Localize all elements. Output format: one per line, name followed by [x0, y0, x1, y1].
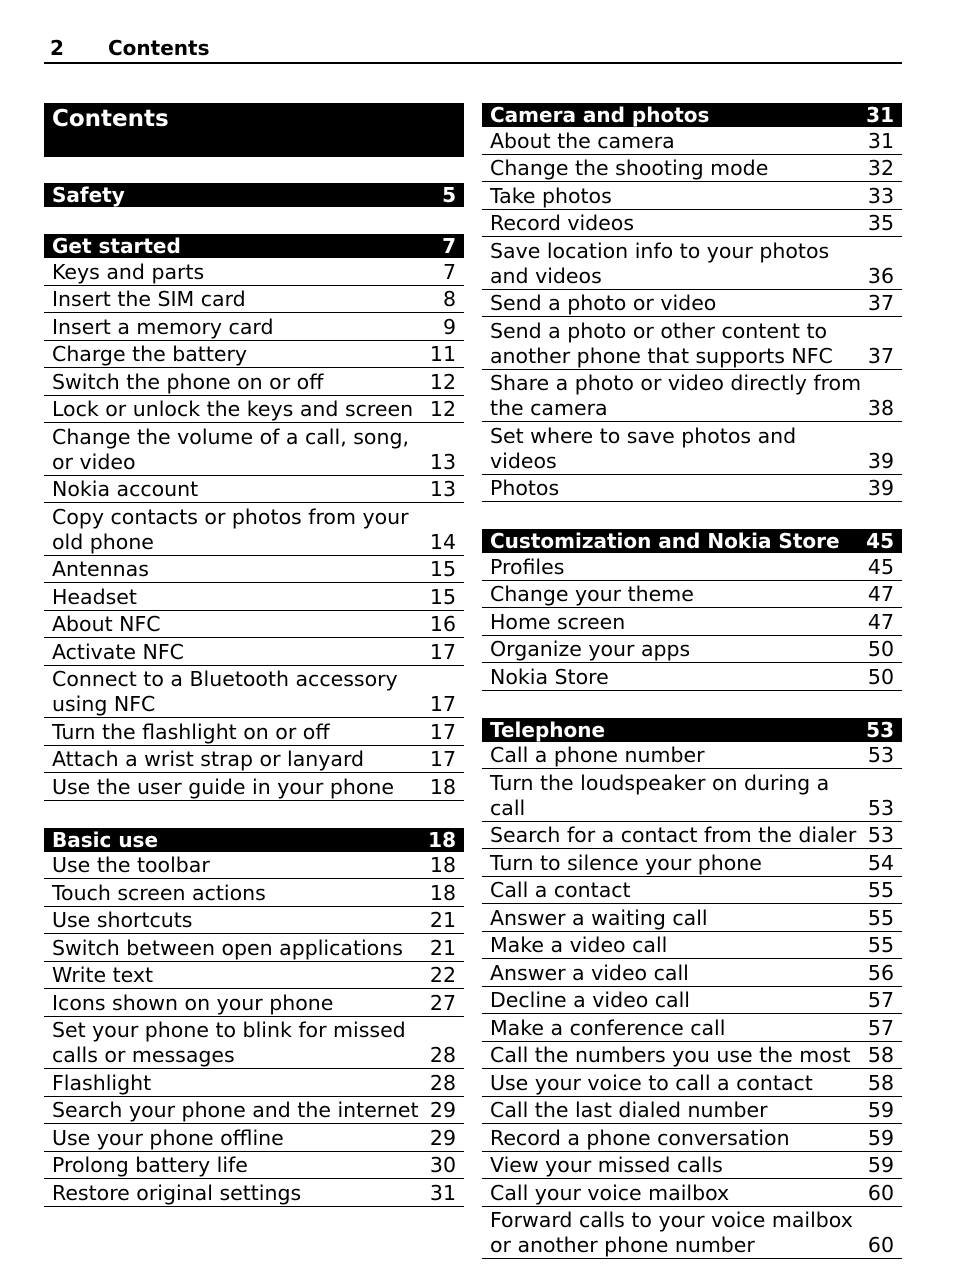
- toc-entry-page: 15: [429, 557, 456, 581]
- header-title: Contents: [108, 36, 210, 60]
- section-heading-page: 31: [866, 103, 894, 127]
- section-heading-page: 5: [442, 183, 456, 207]
- toc-entry[interactable]: [44, 477, 464, 503]
- toc-entry-title: Lock or unlock the keys and screen: [52, 397, 414, 421]
- toc-entry-title: Decline a video call: [490, 988, 690, 1012]
- section-basic-use: [44, 828, 464, 1207]
- toc-entry[interactable]: [44, 853, 464, 879]
- section-heading[interactable]: [44, 234, 464, 258]
- toc-entry[interactable]: [44, 1181, 464, 1207]
- toc-entry-page: 39: [867, 448, 894, 473]
- toc-entry-page: 60: [867, 1180, 894, 1205]
- toc-entry[interactable]: [482, 1181, 902, 1207]
- right-sections: [482, 103, 902, 1259]
- section-customization-and-nokia-store: [482, 529, 902, 691]
- toc-entry-page: 60: [867, 1233, 894, 1257]
- toc-entry[interactable]: [482, 988, 902, 1014]
- toc-entry-page: 37: [867, 343, 894, 368]
- section-heading[interactable]: [482, 718, 902, 742]
- toc-entry[interactable]: [482, 743, 902, 769]
- section-camera-and-photos: [482, 103, 902, 502]
- toc-entry-page: 15: [429, 584, 456, 609]
- left-column: [44, 103, 464, 1234]
- toc-entry-page: 17: [429, 639, 456, 664]
- toc-entry-title: Search your phone and the internet: [52, 1098, 419, 1122]
- toc-entry-page: 7: [442, 259, 456, 284]
- toc-entry-title: About NFC: [52, 612, 161, 636]
- toc-entry-title: Use the user guide in your phone: [52, 774, 395, 799]
- toc-entry-title: Turn the flashlight on or off: [52, 719, 330, 744]
- toc-entry-title: Take photos: [490, 183, 612, 208]
- toc-entry-title: Use shortcuts: [52, 908, 193, 932]
- toc-entry-page: 38: [867, 396, 894, 420]
- section-heading[interactable]: [44, 183, 464, 207]
- toc-entry-title: Charge the battery: [52, 342, 248, 366]
- toc-entry-title: About the camera: [490, 128, 675, 153]
- toc-entry-page: 33: [867, 183, 894, 208]
- toc-entry-title: Send a photo or other content to another phone that supports NFC: [490, 318, 833, 368]
- toc-entry-page: 59: [867, 1098, 894, 1122]
- toc-entry[interactable]: [482, 823, 902, 849]
- toc-entry-page: 57: [867, 1015, 894, 1040]
- toc-entry[interactable]: [44, 908, 464, 934]
- toc-entry-title: View your missed calls: [490, 1153, 723, 1177]
- section-heading[interactable]: [44, 828, 464, 852]
- toc-entry-title: Connect to a Bluetooth accessory using NFC: [52, 667, 398, 716]
- toc-entry[interactable]: [482, 665, 902, 691]
- right-column: [482, 103, 902, 1286]
- toc-entry[interactable]: [482, 933, 902, 959]
- toc-entry-title: Profiles: [490, 554, 565, 579]
- toc-entry-page: 58: [867, 1070, 894, 1095]
- toc-entry-page: 53: [867, 795, 894, 820]
- toc-entry[interactable]: [482, 878, 902, 904]
- toc-entry[interactable]: [44, 370, 464, 396]
- toc-entry-page: 8: [442, 287, 456, 311]
- toc-entry-page: 28: [429, 1070, 456, 1095]
- toc-entry[interactable]: [44, 612, 464, 638]
- toc-entry-title: Use the toolbar: [52, 853, 210, 877]
- toc-entry[interactable]: [482, 291, 902, 317]
- toc-entry[interactable]: [482, 1098, 902, 1124]
- section-heading-page: 53: [866, 717, 894, 742]
- toc-entry[interactable]: [482, 1208, 902, 1259]
- toc-entry-title: Switch between open applications: [52, 935, 403, 960]
- toc-entry-page: 39: [867, 476, 894, 500]
- section-heading-title: Basic use: [52, 827, 159, 852]
- toc-entry[interactable]: [482, 961, 902, 987]
- toc-entry-page: 14: [429, 529, 456, 554]
- toc-entry-title: Share a photo or video directly from the camera: [490, 371, 862, 420]
- toc-entry-page: 17: [429, 747, 456, 771]
- toc-entry-page: 58: [867, 1043, 894, 1067]
- section-heading-page: 7: [442, 234, 456, 258]
- toc-entry[interactable]: [482, 771, 902, 822]
- section-heading-title: Get started: [52, 234, 181, 258]
- toc-entry-page: 55: [867, 878, 894, 902]
- toc-entry-page: 54: [867, 850, 894, 875]
- toc-entry-page: 27: [429, 990, 456, 1015]
- toc-entry[interactable]: [44, 1071, 464, 1097]
- toc-entry[interactable]: [482, 371, 902, 422]
- toc-entry-page: 9: [442, 314, 456, 339]
- toc-entry[interactable]: [482, 555, 902, 581]
- toc-entry[interactable]: [44, 1153, 464, 1179]
- toc-entry[interactable]: [44, 287, 464, 313]
- toc-entry[interactable]: [44, 1098, 464, 1124]
- toc-entry-page: 29: [429, 1125, 456, 1150]
- toc-entry-page: 31: [867, 128, 894, 153]
- toc-entry-page: 57: [867, 988, 894, 1012]
- toc-entry[interactable]: [482, 424, 902, 475]
- page-number: 2: [50, 36, 64, 60]
- toc-entry-page: 32: [867, 156, 894, 180]
- toc-entry[interactable]: [44, 425, 464, 476]
- toc-entry[interactable]: [44, 397, 464, 423]
- toc-entry-page: 59: [867, 1125, 894, 1150]
- toc-entry-title: Home screen: [490, 609, 626, 634]
- toc-entry-title: Make a conference call: [490, 1015, 726, 1040]
- section-heading-page: 18: [428, 827, 456, 852]
- section-get-started: [44, 234, 464, 801]
- toc-entry-title: Make a video call: [490, 933, 668, 957]
- toc-entry-title: Set your phone to blink for missed calls or messages: [52, 1018, 406, 1067]
- toc-entry-title: Copy contacts or photos from your old phone: [52, 504, 409, 554]
- toc-entry-title: Call your voice mailbox: [490, 1180, 730, 1205]
- toc-entry[interactable]: [482, 211, 902, 237]
- toc-entry[interactable]: [44, 1018, 464, 1069]
- toc-entry[interactable]: [44, 936, 464, 962]
- toc-entry-page: 30: [429, 1153, 456, 1177]
- toc-entry-page: 28: [429, 1043, 456, 1067]
- toc-entry-title: Call the last dialed number: [490, 1098, 768, 1122]
- toc-entry-page: 50: [867, 664, 894, 689]
- section-heading[interactable]: [482, 103, 902, 127]
- toc-entry[interactable]: [482, 851, 902, 877]
- toc-entry[interactable]: [482, 129, 902, 155]
- toc-entry-title: Turn the loudspeaker on during a call: [490, 770, 830, 820]
- section-heading[interactable]: [482, 529, 902, 553]
- toc-entry-title: Call a contact: [490, 878, 631, 902]
- toc-entry-page: 13: [429, 477, 456, 501]
- contents-title: Contents: [44, 103, 464, 157]
- toc-entry[interactable]: [44, 720, 464, 746]
- toc-entry-title: Activate NFC: [52, 639, 184, 664]
- toc-entry-title: Change the shooting mode: [490, 156, 769, 180]
- toc-entry[interactable]: [482, 906, 902, 932]
- toc-entry[interactable]: [44, 505, 464, 556]
- toc-entry[interactable]: [44, 747, 464, 773]
- toc-entry-page: 12: [429, 397, 456, 421]
- toc-entry-page: 21: [429, 908, 456, 932]
- toc-entry[interactable]: [482, 239, 902, 290]
- toc-entry-page: 22: [429, 963, 456, 987]
- toc-entry-title: Antennas: [52, 557, 149, 581]
- toc-entry[interactable]: [44, 1126, 464, 1152]
- toc-entry-title: Icons shown on your phone: [52, 990, 334, 1015]
- toc-entry-title: Set where to save photos and videos: [490, 423, 797, 473]
- toc-entry-page: 55: [867, 933, 894, 957]
- toc-entry-page: 18: [429, 774, 456, 799]
- toc-entry-page: 59: [867, 1153, 894, 1177]
- toc-entry-page: 16: [429, 612, 456, 636]
- toc-entry-title: Nokia Store: [490, 664, 609, 689]
- section-heading-title: Safety: [52, 183, 125, 207]
- section-safety: [44, 183, 464, 207]
- toc-entry[interactable]: [482, 1126, 902, 1152]
- toc-entry-title: Photos: [490, 476, 560, 500]
- toc-entry[interactable]: [44, 667, 464, 718]
- toc-entry-title: Turn to silence your phone: [490, 850, 762, 875]
- toc-entry-page: 45: [867, 554, 894, 579]
- toc-entry-title: Save location info to your photos and videos: [490, 238, 830, 288]
- toc-entry-page: 53: [867, 823, 894, 847]
- toc-entry-page: 11: [429, 342, 456, 366]
- left-sections: [44, 183, 464, 1207]
- toc-entry-title: Insert the SIM card: [52, 287, 246, 311]
- toc-entry-page: 29: [429, 1098, 456, 1122]
- toc-entry-title: Use your voice to call a contact: [490, 1070, 813, 1095]
- toc-entry[interactable]: [44, 585, 464, 611]
- toc-entry[interactable]: [44, 881, 464, 907]
- toc-entry-title: Record a phone conversation: [490, 1125, 790, 1150]
- toc-entry-page: 55: [867, 905, 894, 930]
- toc-entry-title: Send a photo or video: [490, 291, 717, 315]
- toc-entry-page: 17: [429, 719, 456, 744]
- toc-entry-page: 56: [867, 960, 894, 985]
- section-heading-title: Telephone: [490, 717, 606, 742]
- toc-entry[interactable]: [482, 319, 902, 370]
- toc-entry-page: 13: [429, 449, 456, 474]
- toc-entry[interactable]: [44, 342, 464, 368]
- toc-entry-title: Touch screen actions: [52, 880, 266, 905]
- toc-entry-page: 31: [429, 1180, 456, 1205]
- toc-entry-page: 50: [867, 637, 894, 661]
- toc-entry-title: Flashlight: [52, 1070, 152, 1095]
- toc-entry[interactable]: [482, 476, 902, 502]
- toc-entry-title: Switch the phone on or off: [52, 369, 324, 394]
- toc-entry-title: Attach a wrist strap or lanyard: [52, 747, 365, 771]
- toc-entry-title: Use your phone offline: [52, 1125, 284, 1150]
- section-heading-title: Camera and photos: [490, 103, 710, 127]
- toc-entry[interactable]: [482, 610, 902, 636]
- toc-entry[interactable]: [44, 260, 464, 286]
- page-header: [44, 36, 902, 64]
- toc-entry-title: Answer a video call: [490, 960, 689, 985]
- toc-entry[interactable]: [44, 963, 464, 989]
- toc-entry-page: 47: [867, 609, 894, 634]
- toc-entry[interactable]: [482, 1153, 902, 1179]
- toc-entry-title: Answer a waiting call: [490, 905, 708, 930]
- section-telephone: [482, 718, 902, 1260]
- toc-entry-page: 53: [867, 743, 894, 767]
- toc-entry-title: Nokia account: [52, 477, 199, 501]
- toc-entry[interactable]: [482, 582, 902, 608]
- toc-entry-page: 17: [429, 692, 456, 716]
- toc-entry-page: 18: [429, 880, 456, 905]
- toc-entry[interactable]: [482, 1043, 902, 1069]
- toc-entry[interactable]: [482, 1016, 902, 1042]
- toc-entry-title: Record videos: [490, 211, 635, 235]
- toc-entry-page: 36: [867, 263, 894, 288]
- toc-entry[interactable]: [44, 991, 464, 1017]
- toc-entry-page: 21: [429, 935, 456, 960]
- toc-entry[interactable]: [44, 315, 464, 341]
- toc-entry-title: Keys and parts: [52, 259, 205, 284]
- toc-entry[interactable]: [482, 637, 902, 663]
- toc-entry-page: 35: [867, 211, 894, 235]
- toc-entry-title: Insert a memory card: [52, 314, 274, 339]
- toc-entry-page: 47: [867, 582, 894, 606]
- toc-entry-title: Change your theme: [490, 582, 694, 606]
- toc-entry-title: Call a phone number: [490, 743, 705, 767]
- toc-entry[interactable]: [44, 557, 464, 583]
- toc-entry-title: Restore original settings: [52, 1180, 302, 1205]
- toc-entry[interactable]: [482, 1071, 902, 1097]
- toc-entry-title: Forward calls to your voice mailbox or another phone number: [490, 1208, 853, 1257]
- toc-entry-title: Search for a contact from the dialer: [490, 823, 857, 847]
- toc-entry-page: 18: [429, 853, 456, 877]
- toc-entry[interactable]: [44, 640, 464, 666]
- toc-entry[interactable]: [44, 775, 464, 801]
- toc-entry-title: Call the numbers you use the most: [490, 1043, 851, 1067]
- section-heading-page: 45: [866, 529, 894, 553]
- toc-entry[interactable]: [482, 156, 902, 182]
- toc-entry-title: Prolong battery life: [52, 1153, 248, 1177]
- toc-entry-title: Change the volume of a call, song, or video: [52, 424, 409, 474]
- toc-entry[interactable]: [482, 184, 902, 210]
- toc-entry-page: 12: [429, 369, 456, 394]
- section-heading-title: Customization and Nokia Store: [490, 529, 840, 553]
- toc-entry-title: Headset: [52, 584, 137, 609]
- toc-entry-page: 37: [867, 291, 894, 315]
- toc-entry-title: Write text: [52, 963, 154, 987]
- toc-entry-title: Organize your apps: [490, 637, 691, 661]
